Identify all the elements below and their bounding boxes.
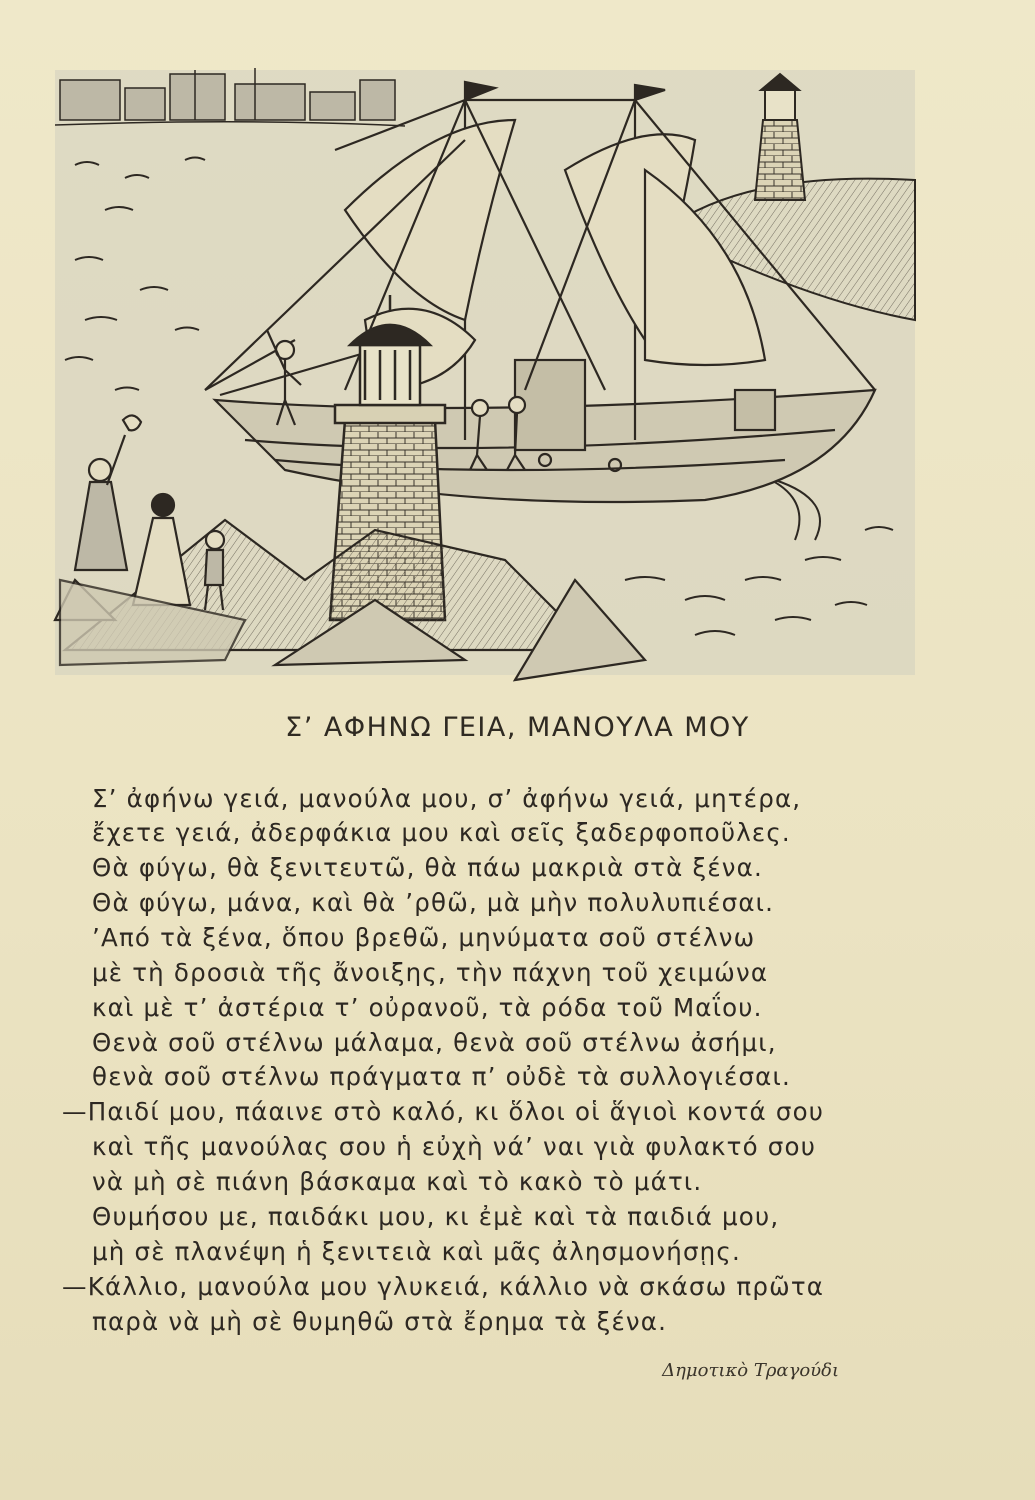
- poem-line: Θὰ φύγω, μάνα, καὶ θὰ ’ρθῶ, μὰ μὴν πολυλυπιέσαι.: [92, 888, 775, 917]
- poem-line: καὶ τῆς μανούλας σου ἡ εὐχὴ νά’ ναι γιὰ φυλακτό σου: [92, 1132, 817, 1161]
- poem-title: Σ’ ΑΦΗΝΩ ΓΕΙΑ, ΜΑΝΟΥΛΑ ΜΟΥ: [285, 712, 750, 743]
- poem-line: μὴ σὲ πλανέψη ἡ ξενιτειὰ καὶ μᾶς ἀλησμονήσῃς.: [92, 1237, 741, 1266]
- poem-line: νὰ μὴ σὲ πιάνη βάσκαμα καὶ τὸ κακὸ τὸ μάτι.: [92, 1167, 703, 1196]
- poem-line: ’Από τὰ ξένα, ὅπου βρεθῶ, μηνύματα σοῦ στέλνω: [92, 923, 756, 952]
- poem-line: —Κάλλιο, μανούλα μου γλυκειά, κάλλιο νὰ σκάσω πρῶτα: [62, 1272, 825, 1301]
- poem-attribution: Δημοτικὸ Τραγούδι: [662, 1360, 839, 1381]
- poem-line: θενὰ σοῦ στέλνω πράγματα π’ οὐδὲ τὰ συλλογιέσαι.: [92, 1062, 792, 1091]
- poem-line: μὲ τὴ δροσιὰ τῆς ἄνοιξης, τὴν πάχνη τοῦ χειμώνα: [92, 958, 769, 987]
- poem-line: —Παιδί μου, πάαινε στὸ καλό, κι ὅλοι οἱ ἅγιοὶ κοντά σου: [62, 1097, 825, 1126]
- poem-line: Θενὰ σοῦ στέλνω μάλαμα, θενὰ σοῦ στέλνω ἀσήμι,: [92, 1028, 777, 1057]
- poem-line: Θυμήσου με, παιδάκι μου, κι ἐμὲ καὶ τὰ παιδιά μου,: [92, 1202, 780, 1231]
- poem-line: Θὰ φύγω, θὰ ξενιτευτῶ, θὰ πάω μακριὰ στὰ ξένα.: [92, 853, 764, 882]
- poem-line: ἔχετε γειά, ἀδερφάκια μου καὶ σεῖς ξαδερφοποῦλες.: [92, 818, 791, 847]
- ship-lighthouse-illustration: [45, 60, 925, 685]
- poem-line: παρὰ νὰ μὴ σὲ θυμηθῶ στὰ ἔρημα τὰ ξένα.: [92, 1307, 668, 1336]
- poem-line: Σ’ ἀφήνω γειά, μανούλα μου, σ’ ἀφήνω γειά, μητέρα,: [92, 784, 802, 813]
- poem-line: καὶ μὲ τ’ ἀστέρια τ’ οὐρανοῦ, τὰ ρόδα τοῦ Μαΐου.: [92, 993, 763, 1022]
